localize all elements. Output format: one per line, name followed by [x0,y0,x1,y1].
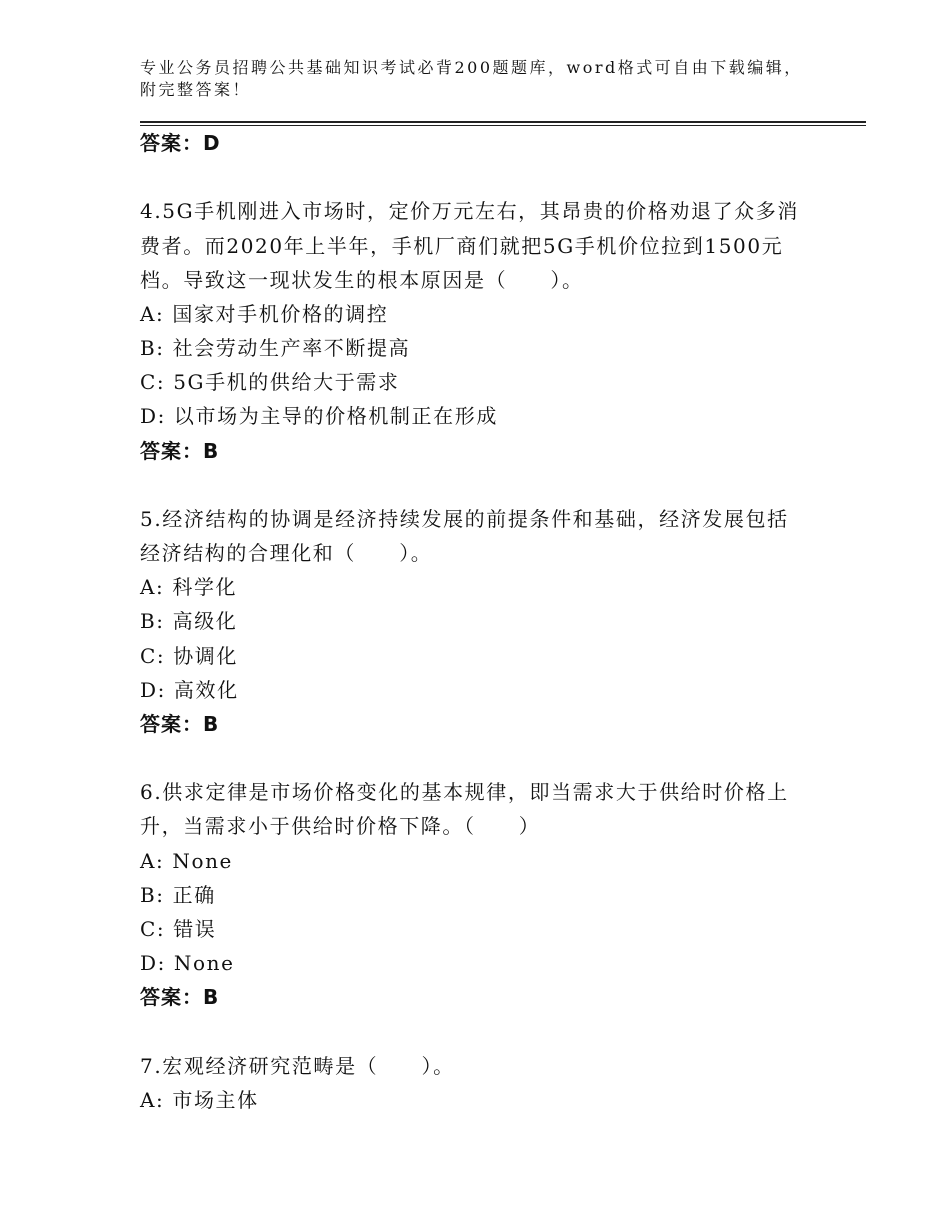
option-d: D: 高效化 [140,677,239,702]
question-stem-line: 4.5G手机刚进入市场时，定价万元左右，其昂贵的价格劝退了众多消 [140,199,799,224]
option-c: C: 协调化 [140,643,238,668]
option-a: A: 科学化 [140,575,238,600]
question-stem-line: 6.供求定律是市场价格变化的基本规律，即当需求大于供给时价格上 [140,780,789,805]
answer-line: 答案：B [140,985,220,1010]
answer-line: 答案：B [140,438,220,463]
option-a: A: 市场主体 [140,1087,259,1112]
answer-line: 答案：D [140,131,221,155]
option-b: B: 正确 [140,882,216,907]
question-list [140,126,880,1117]
option-a: A: None [140,848,233,873]
question-5 [140,502,880,741]
option-d: D: None [140,951,235,976]
question-stem-line: 5.经济结构的协调是经济持续发展的前提条件和基础，经济发展包括 [140,506,789,531]
question-4 [140,194,880,467]
option-b: B: 社会劳动生产率不断提高 [140,336,411,361]
question-stem-line: 费者。而2020年上半年，手机厂商们就把5G手机价位拉到1500元 [140,233,784,258]
option-a: A: 国家对手机价格的调控 [140,301,389,326]
question-stem-line: 档。导致这一现状发生的根本原因是（ ）。 [140,267,584,292]
document-header [140,57,803,101]
question-stem-line: 经济结构的合理化和（ ）。 [140,541,433,566]
option-b: B: 高级化 [140,609,238,634]
question-stem-line: 7.宏观经济研究范畴是（ ）。 [140,1053,455,1078]
question-6 [140,775,880,1014]
question-7 [140,1049,880,1117]
option-c: C: 错误 [140,916,217,941]
option-d: D: 以市场为主导的价格机制正在形成 [140,404,498,429]
option-c: C: 5G手机的供给大于需求 [140,370,400,395]
answer-line: 答案：B [140,711,220,736]
question-stem-line: 升，当需求小于供给时价格下降。（ ） [140,814,541,839]
header-line-1: 专业公务员招聘公共基础知识考试必背200题题库，word格式可自由下载编辑， [140,58,803,77]
header-line-2: 附完整答案！ [140,80,252,99]
